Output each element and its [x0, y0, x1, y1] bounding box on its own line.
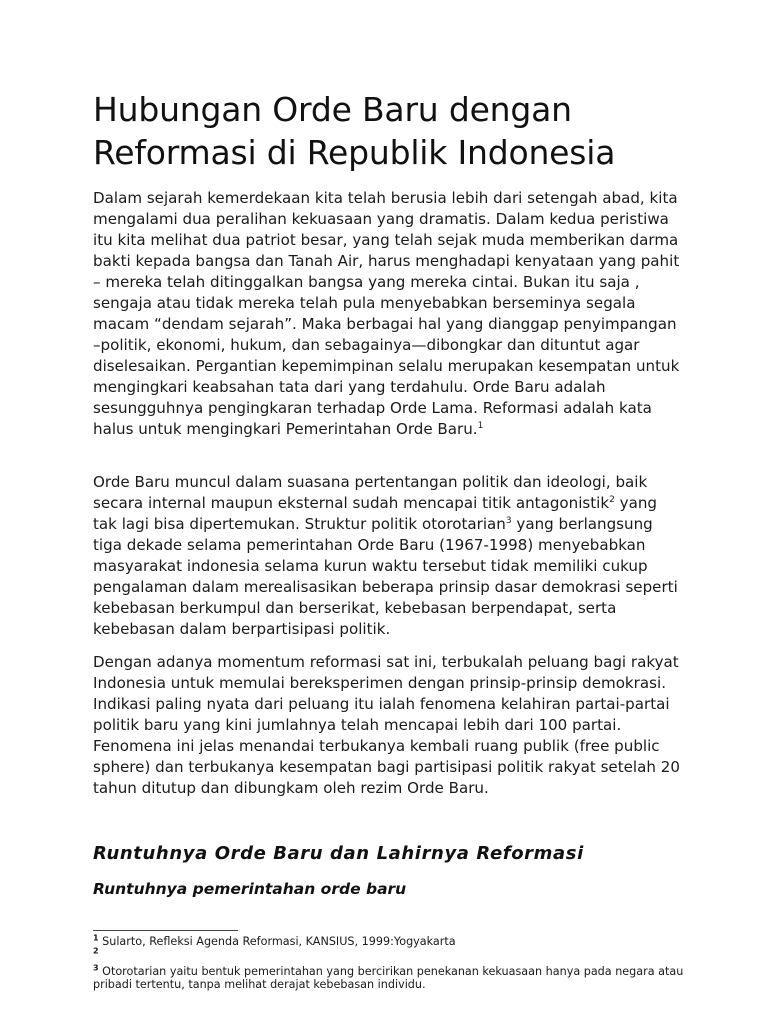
footnote-3-text: Otorotarian yaitu bentuk pemerintahan yang bercirikan penekanan kekuasaan hanya pada negara atau pribadi tertentu, tanpa melihat derajat kebebasan individu. [93, 965, 684, 991]
footnote-3 [93, 965, 685, 991]
title-line-2: Reformasi di Republik Indonesia [93, 133, 616, 172]
footnote-1-mark: 1 [93, 933, 99, 943]
document-title [93, 88, 685, 174]
footnote-3-mark: 3 [93, 963, 99, 973]
paragraph-3: Dengan adanya momentum reformasi sat ini, terbukalah peluang bagi rakyat Indonesia untuk memulai bereksperimen dengan prinsip-prinsip demokrasi. Indikasi paling nyata dari peluang itu ialah fenomena kelahiran partai-partai politik baru yang kini jumlahnya telah mencapai lebih dari 100 partai. Fenomena ini jelas menandai terbukanya kembali ruang publik (free public sphere) dan terbukanya kesempatan bagi partisipasi politik rakyat setelah 20 tahun ditutup dan dibungkam oleh rezim Orde Baru. [93, 653, 680, 797]
paragraph-1-text: Dalam sejarah kemerdekaan kita telah berusia lebih dari setengah abad, kita mengalami dua peralihan kekuasaan yang dramatis. Dalam kedua peristiwa itu kita melihat dua patriot besar, yang telah sejak muda memberikan darma bakti kepada bangsa dan Tanah Air, harus menghadapi kenyataan yang pahit – mereka telah ditinggalkan bangsa yang mereka cintai. Bukan itu saja , sengaja atau tidak mereka telah pula menyebabkan berseminya segala macam “dendam sejarah”. Maka berbagai hal yang dianggap penyimpangan –politik, ekonomi, hukum, dan sebagainya—dibongkar dan dituntut agar diselesaikan. Pergantian kepemimpinan selalu merupakan kesempatan untuk mengingkari keabsahan tata dari yang terdahulu. Orde Baru adalah sesungguhnya pengingkaran terhadap Orde Lama. Reformasi adalah kata halus untuk mengingkari Pemerintahan Orde Baru. [93, 189, 680, 438]
footnote-2 [93, 948, 685, 961]
paragraph-2-part-3: yang berlangsung tiga dekade selama pemerintahan Orde Baru (1967-1998) menyebabkan masyarakat indonesia selama kurun waktu tersebut tidak memiliki cukup pengalaman dalam merealisasikan beberapa prinsip dasar demokrasi seperti kebebasan berkumpul dan berserikat, kebebasan berpendapat, serta kebebasan dalam berpartisipasi politik. [93, 515, 678, 638]
paragraph-2 [93, 472, 685, 640]
footnote-separator [93, 930, 238, 931]
footnote-1 [93, 935, 685, 948]
title-line-1: Hubungan Orde Baru dengan [93, 90, 572, 129]
subsection-heading: Runtuhnya pemerintahan orde baru [93, 880, 407, 898]
paragraph-2-part-2: yang tak lagi bisa dipertemukan. Struktur politik otorotarian [93, 494, 657, 533]
section-heading: Runtuhnya Orde Baru dan Lahirnya Reformasi [93, 843, 584, 864]
footnote-ref-1[interactable]: 1 [477, 420, 484, 431]
footnote-2-mark: 2 [93, 946, 99, 956]
footnote-1-text: Sularto, Refleksi Agenda Reformasi, KANSIUS, 1999:Yogyakarta [98, 935, 456, 948]
paragraph-2-part-1: Orde Baru muncul dalam suasana pertentangan politik dan ideologi, baik secara internal maupun eksternal sudah mencapai titik antagonistik [93, 473, 648, 512]
footnote-ref-3[interactable]: 3 [505, 515, 512, 526]
paragraph-1 [93, 188, 685, 440]
footnote-ref-2[interactable]: 2 [609, 494, 615, 505]
